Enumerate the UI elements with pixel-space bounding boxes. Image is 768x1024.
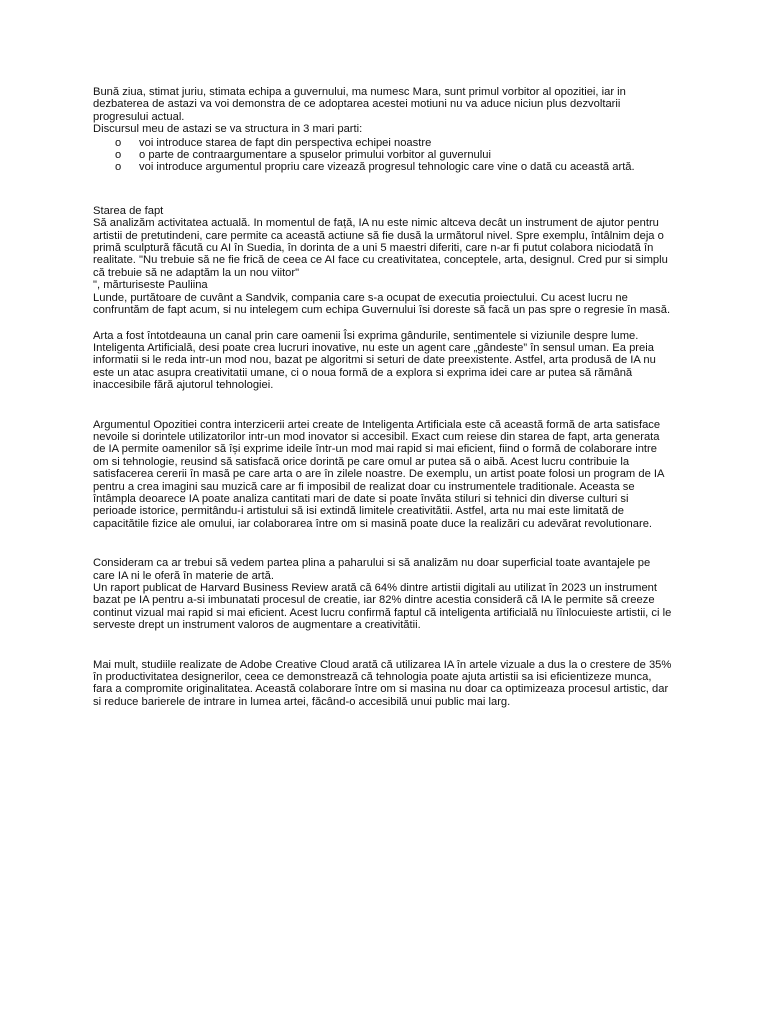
paragraph: Să analizăm activitatea actuală. In momentul de față, IA nu este nimic altceva decât un instrument de ajutor pentru artistii de pretutindeni, care permite ca această actiune să fie dusă la următorul nivel. Spre exemplu, întâlnim deja o primă sculptură făcută cu AI în Suedia, în dorinta de a uni 5 maestri diferiti, care n-ar fi putut colabora niciodată în realitate. "Nu trebuie să ne fie frică de ceea ce AI face cu creativitatea, conceptele, arta, designul. Cred pur si simplu că trebuie să ne adaptăm la un nou viitor" <box>93 217 668 279</box>
quote-attribution: ", mărturiseste Pauliina <box>93 279 208 292</box>
document-page <box>93 86 673 708</box>
list-item <box>93 149 673 161</box>
list-item <box>93 137 673 149</box>
paragraph: Lunde, purtătoare de cuvânt a Sandvik, compania care s-a ocupat de executia proiectului. Cu acest lucru ne confruntăm de fapt acum, si nu intelegem cum echipa Guvernului îsi doreste să facă un pas spre o regresie în masă. <box>93 291 671 317</box>
paragraph: Mai mult, studiile realizate de Adobe Creative Cloud arată că utilizarea IA în artele vizuale a dus la o crestere de 35% în productivitatea designerilor, ceea ce demonstrează că tehnologia poate ajuta artistii sa isi eficientizeze munca, fara a compromite originalitatea. Această colaborare între om si masina nu doar ca optimizeaza procesul artistic, dar si reduce barierele de intrare in lumea artei, făcând-o accesibilă unui public mai larg. <box>93 658 672 708</box>
bullet-icon: o <box>115 149 122 162</box>
paragraph: Arta a fost întotdeauna un canal prin care oamenii Îsi exprima gândurile, sentimentele si viziunile despre lume. Inteligenta Artificială, desi poate crea lucruri inovative, nu este un agent care „gândeste” în sensul uman. Ea preia informatii si le reda intr-un mod nou, bazat pe algoritmi si seturi de date preexistente. Astfel, arta produsă de IA nu este un atac asupra creativitatii umane, ci o noua formă de a explora si exprima idei care ar putea să rămână inaccesibile fără ajutorul tehnologiei. <box>93 329 656 392</box>
paragraph: Argumentul Opozitiei contra interzicerii artei create de Inteligenta Artificiala este că această formă de arta satisface nevoile si dorintele utilizatorilor intr-un mod inovator si accesibil. Exact cum reiese din starea de fapt, arta generata de IA permite oamenilor să își exprime ideile într-un mod mai rapid si mai eficient, fiind o formă de colaborare intre om si tehnologie, reusind să satisfacă orice dorintă pe care omul ar putea să o aibă. Acest lucru contribuie la satisfacerea cererii în masă pe care arta o are în zilele noastre. De exemplu, un artist poate folosi un program de IA pentru a crea imagini sau muzică care ar fi imposibil de realizat doar cu instrumentele traditionale. Aceasta se întâmpla deoarece IA poate analiza cantitati mari de date si poate învăta stiluri si tehnici din diverse culturi si perioade istorice, permitându-i artistului să isi extindă limitele creativitătii. Astfel, arta nu mai este limitată de capacitătile fizice ale omului, iar colaborarea între om si masină poate duce la realizări cu adevărat revolutionare. <box>93 418 664 530</box>
paragraph: Un raport publicat de Harvard Business Review arată că 64% dintre artistii digitali au utilizat în 2023 un instrument bazat pe IA pentru a-si imbunatati procesul de creatie, iar 82% dintre acestia consideră că IA le permite să creeze continut vizual mai rapid si mai eficient. Acest lucru confirmă faptul că inteligenta artificială nu îînlocuieste artistii, ci le serveste drept un instrument valoros de augmentare a creativitătii. <box>93 582 672 632</box>
list-item-text: o parte de contraargumentare a spuselor primului vorbitor al guvernului <box>139 149 491 162</box>
list-item-text: voi introduce argumentul propriu care vizează progresul tehnologic care vine o dată cu această artă. <box>139 161 635 174</box>
list-item-text: voi introduce starea de fapt din perspectiva echipei noastre <box>139 136 432 149</box>
bullet-icon: o <box>115 161 122 174</box>
bullet-icon: o <box>115 136 122 149</box>
list-item <box>93 161 673 173</box>
structure-line: Discursul meu de astazi se va structura in 3 mari parti: <box>93 123 363 136</box>
intro-paragraph: Bună ziua, stimat juriu, stimata echipa a guvernului, ma numesc Mara, sunt primul vorbitor al opozitiei, iar in dezbaterea de astazi va voi demonstra de ce adoptarea acestei motiuni nu va aduce niciun plus dezvoltarii progresului actual. <box>93 86 626 123</box>
paragraph: Consideram ca ar trebui să vedem partea plina a paharului si să analizăm nu doar superficial toate avantajele pe care IA ni le oferă în materie de artă. <box>93 557 651 582</box>
structure-list <box>93 137 673 174</box>
section-heading: Starea de fapt <box>93 204 164 217</box>
